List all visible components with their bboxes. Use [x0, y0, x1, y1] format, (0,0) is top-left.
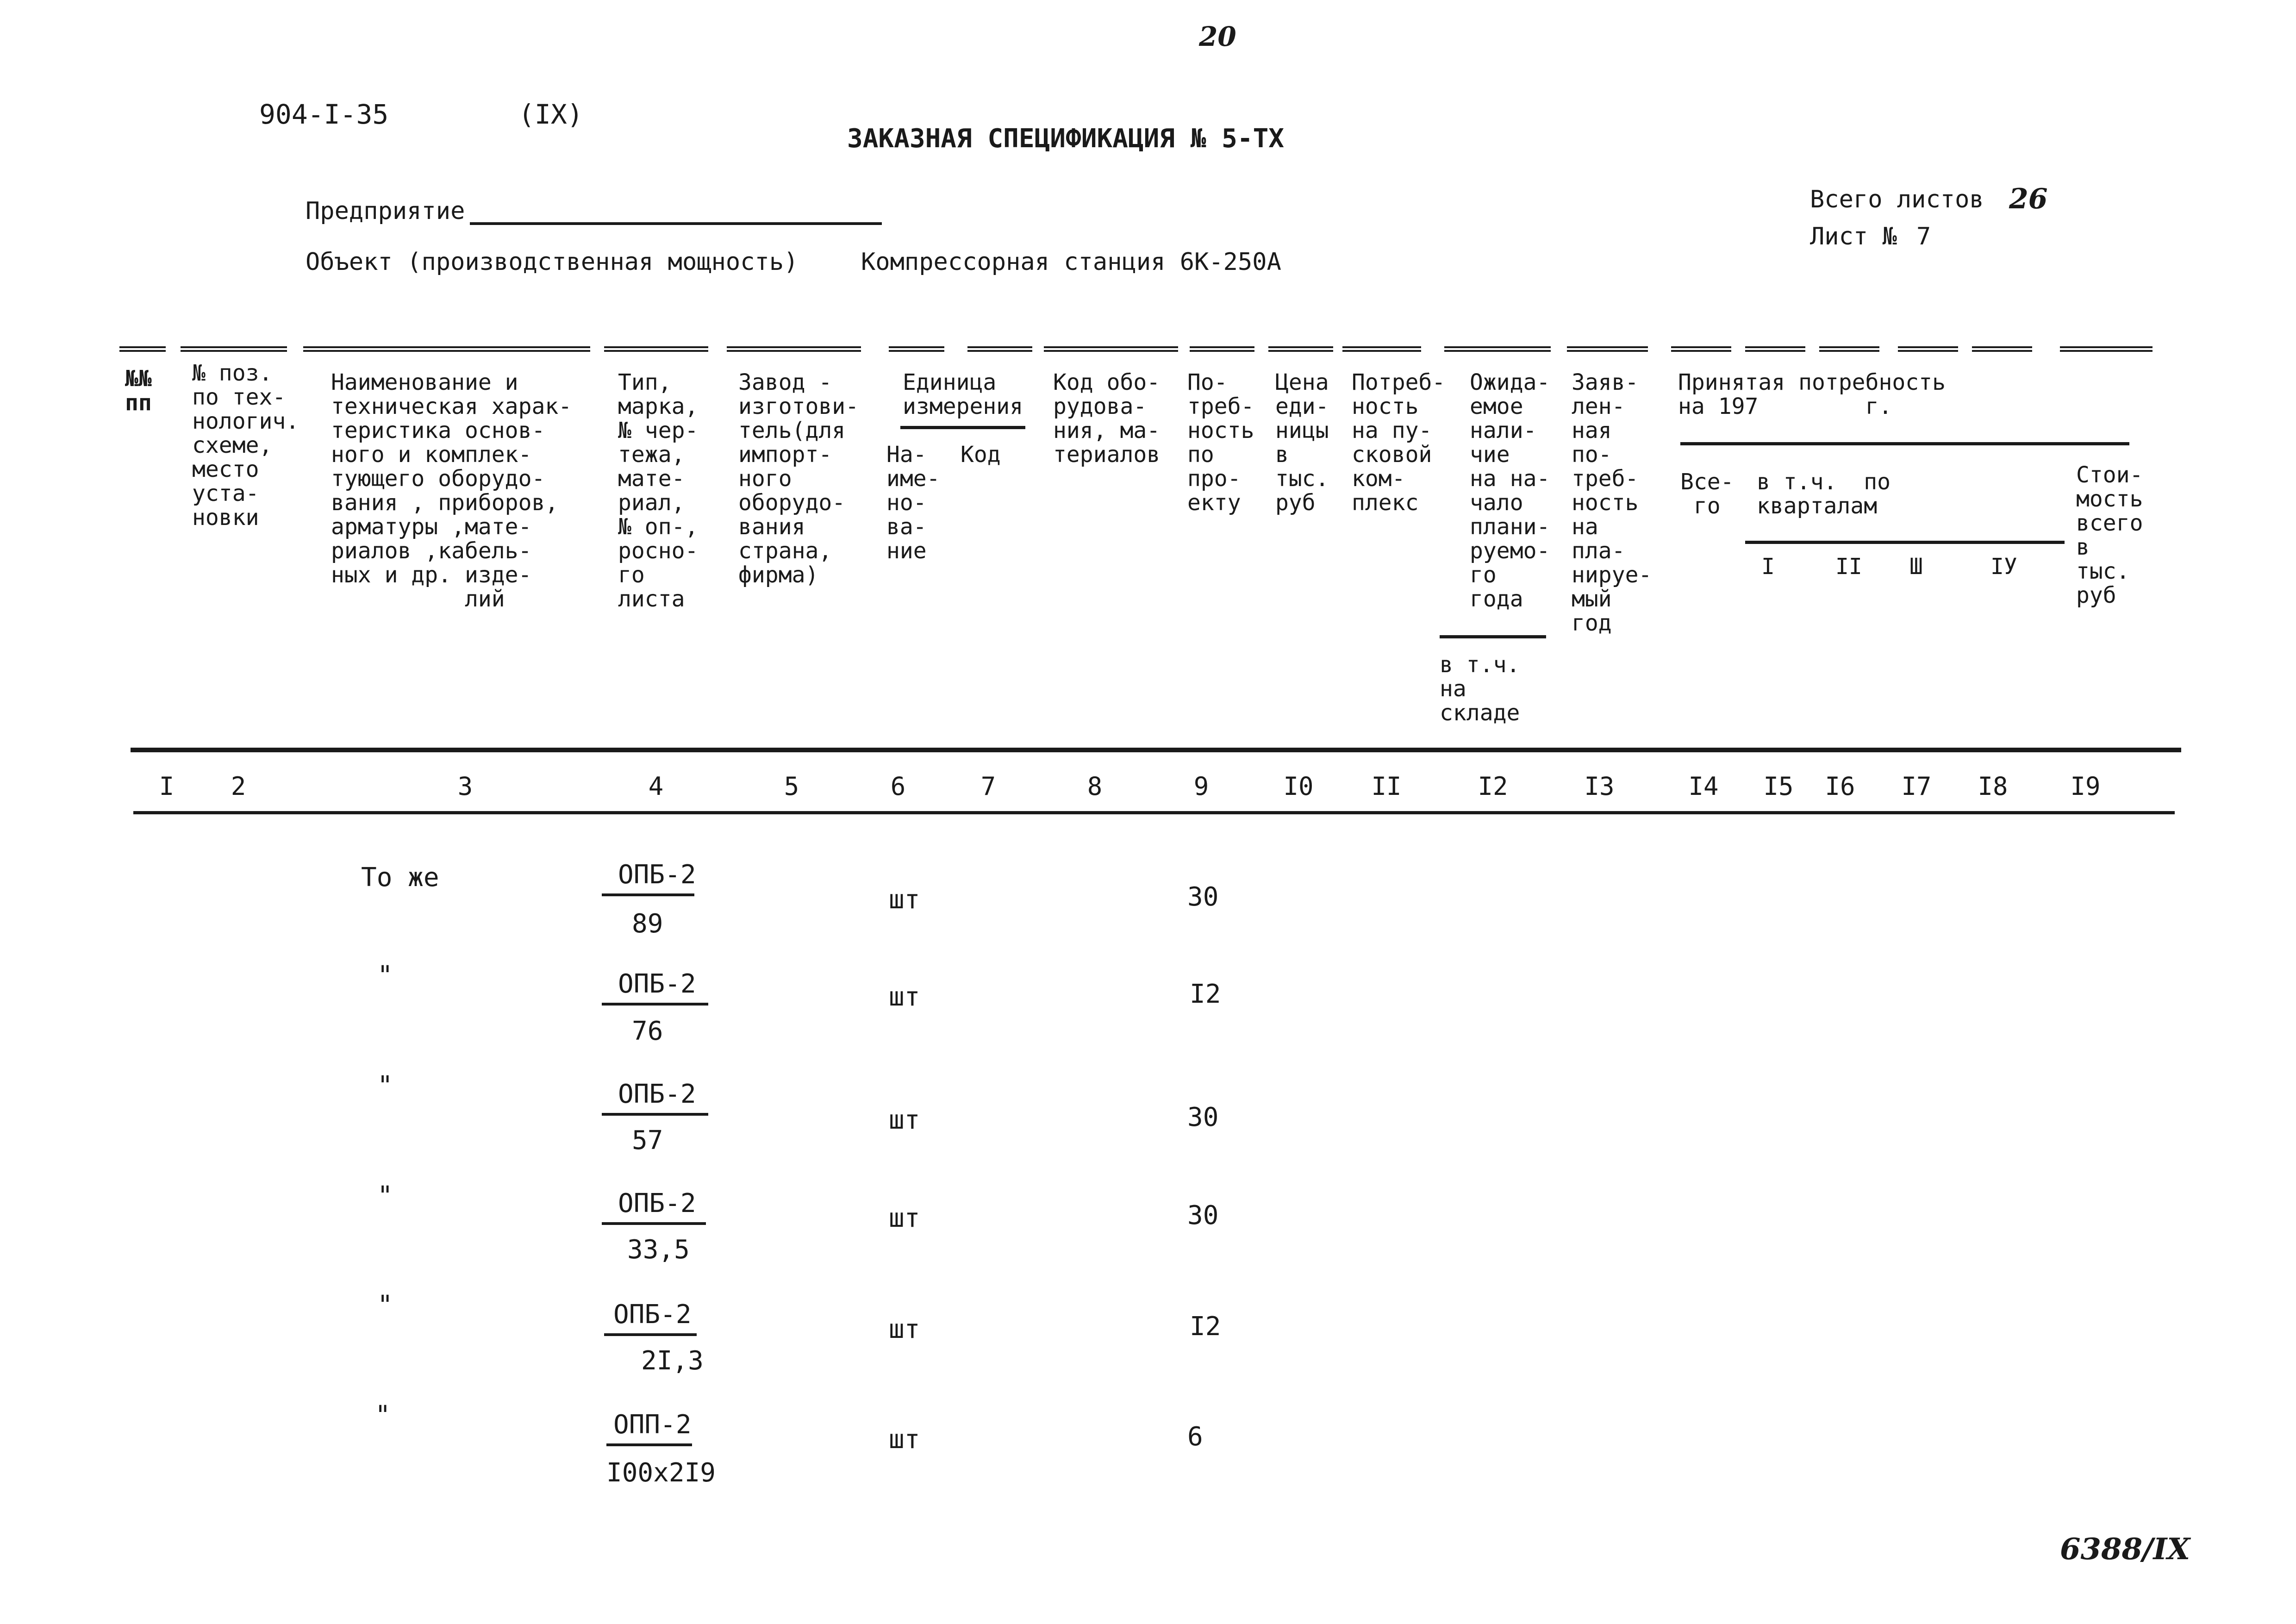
- header-top-rule-11: [1342, 346, 1421, 352]
- row-type-top: ОПБ-2: [618, 1079, 696, 1109]
- column-number: I: [159, 772, 175, 801]
- quarters-rule: [1745, 541, 2065, 544]
- row-quantity: 30: [1187, 1102, 1219, 1132]
- header-col-13: Заяв- лен- ная по- треб- ность на пла- нируе- мый год: [1572, 369, 1652, 636]
- header-top-rule-15: [1745, 346, 1805, 352]
- header-top-rule-18: [1972, 346, 2032, 352]
- header-quarter-1: I: [1761, 554, 1775, 580]
- row-quantity: 6: [1187, 1422, 1203, 1452]
- column-number: 3: [457, 772, 473, 801]
- row-type-fraction-bar: [602, 1003, 708, 1006]
- header-col-12-stock: в т.ч. на складе: [1440, 652, 1520, 726]
- row-name: ": [377, 1071, 393, 1101]
- row-unit: шт: [889, 1314, 920, 1344]
- footer-stamp: 6388/IX: [2060, 1532, 2190, 1567]
- header-col-2: № поз. по тех- нологич. схеме, место уста- новки: [192, 360, 299, 531]
- page-number: 20: [1199, 21, 1236, 52]
- header-quarter-3: Ш: [1909, 554, 1923, 580]
- row-type-top: ОПБ-2: [618, 969, 696, 999]
- enterprise-label: Предприятие: [306, 197, 465, 225]
- row-type-bottom: 2I,3: [641, 1346, 704, 1376]
- unit-group-rule: [900, 426, 1025, 429]
- header-quarter-2: II: [1835, 554, 1862, 580]
- row-name: ": [377, 1181, 393, 1211]
- sheet-value: 7: [1916, 223, 1931, 250]
- header-top-rule-2: [181, 346, 287, 352]
- header-top-rule-7: [967, 346, 1032, 352]
- row-unit: шт: [889, 1105, 920, 1135]
- row-type-top: ОПБ-2: [618, 860, 696, 890]
- row-name: ": [377, 1290, 393, 1320]
- column-number: I8: [1978, 772, 2008, 801]
- header-col-19: Стои- мость всего в тыс. руб: [2076, 462, 2143, 608]
- header-top-rule-9: [1190, 346, 1254, 352]
- enterprise-underline: [470, 222, 882, 225]
- column-number: 6: [890, 772, 906, 801]
- header-top-rule-10: [1268, 346, 1333, 352]
- header-col-10: Цена еди- ницы в тыс. руб: [1275, 369, 1329, 516]
- header-quarter-4: IУ: [1990, 554, 2017, 580]
- header-col-4: Тип, марка, № чер- тежа, мате- риал, № оп-, росно- го листа: [618, 369, 699, 612]
- header-col-11: Потреб- ность на пу- сковой ком- плекс: [1352, 369, 1446, 516]
- header-col-8: Код обо- рудова- ния, ма- териалов: [1053, 369, 1160, 468]
- header-top-rule-4: [604, 346, 708, 352]
- header-col-14: Все- го: [1680, 469, 1734, 519]
- document-code: 904-I-35: [259, 99, 389, 130]
- column-numbers-rule: [133, 811, 2175, 814]
- sheets-total-label: Всего листов: [1810, 186, 1984, 213]
- row-unit: шт: [889, 885, 920, 915]
- row-unit: шт: [889, 1203, 920, 1233]
- row-type-bottom: 33,5: [627, 1235, 690, 1265]
- header-col-5: Завод - изготови- тель(для импорт- ного оборудо- вания страна, фирма): [738, 369, 859, 588]
- row-type-top: ОПБ-2: [618, 1188, 696, 1218]
- header-col-14-19-group: Принятая потребность на 197 г.: [1678, 369, 1946, 419]
- document-section: (IX): [518, 99, 583, 130]
- header-col-6: На- име- но- ва- ние: [886, 442, 940, 564]
- column-number: 5: [784, 772, 799, 801]
- header-top-rule-17: [1898, 346, 1958, 352]
- header-bottom-rule: [131, 748, 2181, 752]
- column-number: I9: [2070, 772, 2101, 801]
- row-type-bottom: 89: [632, 909, 663, 939]
- header-top-rule-14: [1671, 346, 1731, 352]
- column-number: 8: [1087, 772, 1103, 801]
- row-quantity: 30: [1187, 882, 1219, 912]
- object-value: Компрессорная станция 6К-250А: [861, 248, 1281, 276]
- column-number: 2: [231, 772, 246, 801]
- header-col-9: По- треб- ность по про- екту: [1187, 369, 1254, 516]
- row-name: ": [377, 961, 393, 991]
- row-quantity: I2: [1190, 1312, 1221, 1342]
- row-type-top: ОПП-2: [613, 1410, 692, 1440]
- column-number: 7: [980, 772, 996, 801]
- header-top-rule-13: [1567, 346, 1648, 352]
- row-type-fraction-bar: [602, 1222, 706, 1225]
- column-number: I6: [1825, 772, 1855, 801]
- header-top-rule-3: [303, 346, 590, 352]
- header-col-12: Ожида- емое нали- чие на на- чало плани- руемо- го года: [1470, 369, 1550, 612]
- accepted-group-rule: [1680, 442, 2129, 445]
- sheets-total-value: 26: [2009, 183, 2048, 215]
- row-name: ": [375, 1400, 391, 1430]
- row-type-bottom: I00x2I9: [606, 1458, 716, 1488]
- column-number: I7: [1901, 772, 1932, 801]
- row-unit: шт: [889, 1424, 920, 1455]
- row-type-top: ОПБ-2: [613, 1299, 692, 1330]
- header-col-7: Код: [961, 442, 1001, 468]
- header-col-6-7-group: Единица измерения: [903, 369, 1023, 419]
- row-type-bottom: 57: [632, 1125, 663, 1156]
- header-top-rule-19: [2060, 346, 2152, 352]
- header-top-rule-6: [889, 346, 944, 352]
- header-top-rule-5: [727, 346, 861, 352]
- row-type-fraction-bar: [604, 1333, 697, 1336]
- column-number: 4: [648, 772, 664, 801]
- header-col-1: №№ пп: [125, 366, 152, 416]
- row-name: То же: [361, 862, 439, 893]
- column-number: I2: [1478, 772, 1508, 801]
- column-number: II: [1371, 772, 1402, 801]
- row-quantity: 30: [1187, 1200, 1219, 1230]
- row-type-bottom: 76: [632, 1016, 663, 1046]
- header-top-rule-16: [1819, 346, 1879, 352]
- header-col-3: Наименование и техническая харак- теристика основ- ного и комплек- тующего оборудо- вания , приборов, арматуры ,мате- риалов ,кабель- ных и др. изде- лий: [331, 369, 572, 612]
- column-number: 9: [1193, 772, 1209, 801]
- sheet-label: Лист №: [1810, 223, 1897, 250]
- object-label: Объект (производственная мощность): [306, 248, 799, 276]
- column-number: I3: [1584, 772, 1615, 801]
- header-top-rule-8: [1044, 346, 1178, 352]
- document-title: ЗАКАЗНАЯ СПЕЦИФИКАЦИЯ № 5-ТХ: [847, 124, 1285, 154]
- column-number: I0: [1283, 772, 1314, 801]
- column-number: I4: [1688, 772, 1719, 801]
- header-top-rule-1: [119, 346, 166, 352]
- header-top-rule-12: [1444, 346, 1551, 352]
- header-col-15-18-group: в т.ч. по кварталам: [1757, 469, 1890, 519]
- row-type-fraction-bar: [602, 1113, 708, 1116]
- row-type-fraction-bar: [606, 1443, 692, 1446]
- row-quantity: I2: [1190, 979, 1221, 1009]
- column-number: I5: [1763, 772, 1794, 801]
- stock-rule: [1440, 635, 1546, 638]
- row-type-fraction-bar: [602, 893, 694, 896]
- row-unit: шт: [889, 982, 920, 1012]
